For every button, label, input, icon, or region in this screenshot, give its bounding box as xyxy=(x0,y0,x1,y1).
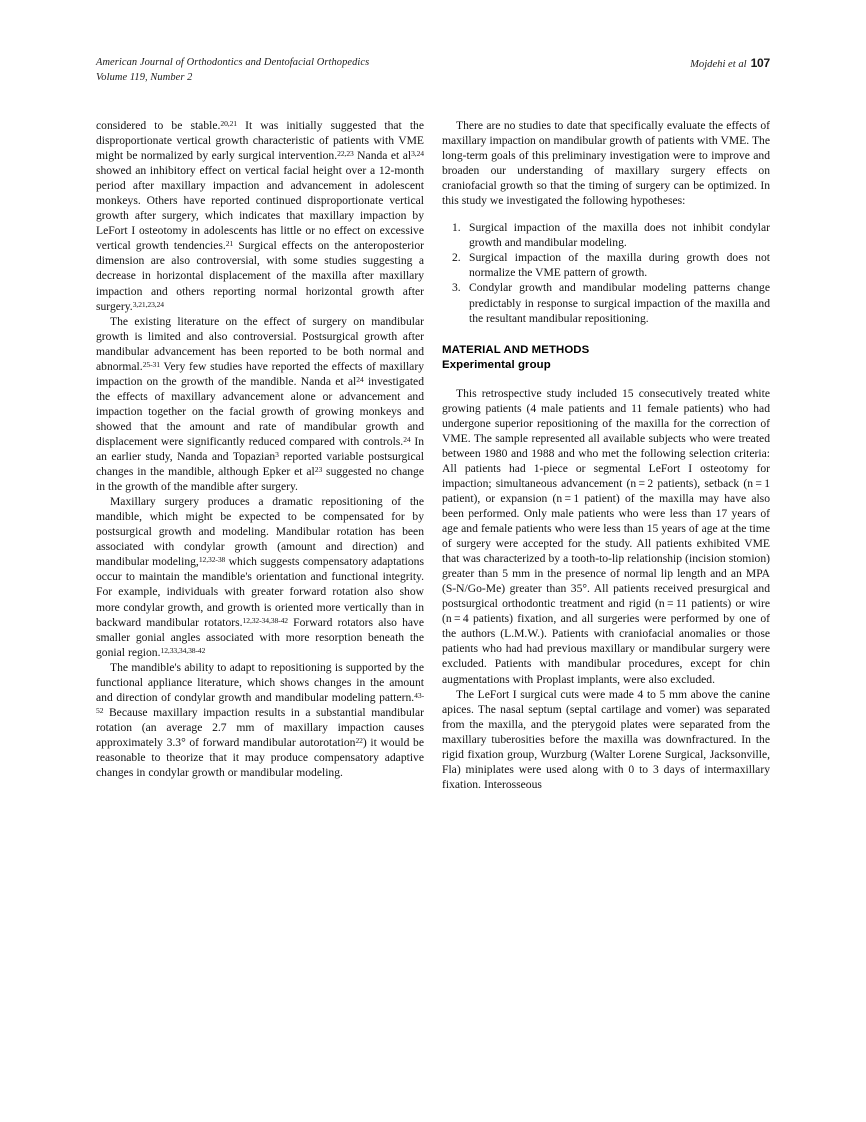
reference-superscript: 23 xyxy=(314,464,323,474)
reference-superscript: 24 xyxy=(403,434,411,444)
hypothesis-list xyxy=(442,220,770,325)
reference-superscript: 25-31 xyxy=(142,359,160,369)
reference-superscript: 24 xyxy=(356,374,364,384)
left-column xyxy=(96,118,424,1048)
reference-superscript: 43-52 xyxy=(96,690,424,715)
body-paragraph: Maxillary surgery produces a dramatic repositioning of the mandible, which might be expected to be compensated for by postsurgical growth and modeling. Mandibular rotation has been associated with condylar growth (amount and direction) and mandibular modeling,$^{12,32-38}$ which suggests compensatory adaptations occur to maintain the mandible's orientation and functional integrity. For example, individuals with greater forward rotation also show more condylar growth, and growth is oriented more vertically than in backward mandibular rotators.$^{12,32-34,38-42}$ Forward rotators also have smaller gonial angles associated with more resorption beneath the gonial region.$^{12,33,34,38-42}$ xyxy=(96,495,424,659)
running-head-left xyxy=(96,56,369,85)
reference-superscript: 22,23 xyxy=(337,148,354,158)
hypothesis-item: Surgical impaction of the maxilla during growth does not normalize the VME pattern of growth. xyxy=(469,251,770,280)
reference-superscript: 22 xyxy=(355,735,363,745)
body-paragraph: This retrospective study included 15 consecutively treated white growing patients (4 male patients and 11 female patients) who had undergone superior repositioning of the maxilla for the correction of VME. The sample represented all available subjects who were treated between 1980 and 1988 and who met the following selection criteria: All patients had 1-piece or segmental LeFort I osteotomy for impaction; simultaneous advancement (n = 2 patients), setback (n = 1 patient), or expansion (n = 1 patient) of the maxilla may have also been performed. Only male patients who were less than 17 years of age and female patients who were less than 15 years of age at the time of surgery were accepted for the study. All patients exhibited VME that was characterized by a tooth-to-lip relationship (incision stomion) greater than 5 mm in the presence of normal lip length and an MPA (S-N/Go-Me) greater than 35°. All patients received presurgical and postsurgical orthodontic treatment and rigid (n = 11 patients) or wire (n = 4 patients) fixation, and all surgeries were performed by one of the authors (L.M.W.). Patients with craniofacial anomalies or those patients who had had previous maxillary or mandibular surgery were excluded. Patients with mandibular procedures, except for chin augmentations with Proplast implants, were also excluded. xyxy=(442,386,770,686)
body-columns xyxy=(96,118,770,1048)
body-paragraph: The mandible's ability to adapt to repositioning is supported by the functional appliance literature, which shows changes in the amount and direction of condylar growth and mandibular modeling pattern.$^{43-52}$ Because maxillary impaction results in a substantial mandibular rotation (an average 2.7 mm of maxillary impaction causes approximately 3.3° of forward mandibular autorotation$^{22}$) it would be reasonable to theorize that it may produce compensatory adaptive changes in condylar growth or mandibular modeling. xyxy=(96,660,424,780)
reference-superscript: 3,24 xyxy=(411,148,424,158)
reference-superscript: 12,33,34,38-42 xyxy=(160,645,206,655)
body-paragraph: The existing literature on the effect of surgery on mandibular growth is limited and also controversial. Postsurgical growth after mandibular advancement has been reported to be both normal and abnormal.$^{25-31}$ Very few studies have reported the effects of maxillary impaction on the growth of the mandible. Nanda et $al^{24}$ investigated the effects of maxillary advancement alone or advancement and impaction together on the facial growth of growing monkeys and showed that the amount and rate of mandibular growth and displacement were significantly reduced compared with controls.$^{24}$ In an earlier study, Nanda and Topazian$^3$ reported variable postsurgical changes in the mandible, although Epker et $al^{23}$ suggested no change in the growth of the mandible after surgery. xyxy=(96,314,424,494)
volume-issue: Volume 119, Number 2 xyxy=(96,71,193,83)
reference-superscript: 3,21,23,24 xyxy=(132,299,164,309)
journal-title: American Journal of Orthodontics and Dentofacial Orthopedics xyxy=(96,57,370,68)
body-paragraph: The LeFort I surgical cuts were made 4 to 5 mm above the canine apices. The nasal septum (septal cartilage and vomer) was separated from the maxilla, and the pterygoid plates were separated from the maxillary tuberosities before the maxilla was downfractured. In the rigid fixation group, Wurzburg (Walter Lorene Surgical, Jacksonville, Fla) miniplates were used along with 0 to 3 days of intermaxillary fixation. Interosseous xyxy=(442,687,770,791)
body-paragraph: considered to be stable.$^{20,21}$ It was initially suggested that the disproportionate vertical growth characteristic of patients with VME might be normalized by early surgical intervention.$^{22,23}$ Nanda et al$^{3,24}$ showed an inhibitory effect on vertical facial height over a 12-month period after maxillary impaction and advancement in adolescent monkeys. Others have reported continued disproportionate vertical growth after surgery, which indicates that maxillary impaction by LeFort I osteotomy in adolescents has little or no effect on excessive vertical growth tendencies.$^{21}$ Surgical effects on the anteroposterior dimension are also controversial, with some studies suggesting a decrease in horizontal displacement of the maxilla after maxillary impaction and others reporting normal horizontal growth after surgery.$^{3,21,23,24}$ xyxy=(96,118,424,313)
reference-superscript: 12,32-38 xyxy=(198,555,226,565)
body-paragraph: There are no studies to date that specifically evaluate the effects of maxillary impaction on mandibular growth of patients with VME. The long-term goals of this preliminary investigation were to improve and broaden our understanding of maxillary surgery effects on craniofacial growth so that the timing of surgery can be optimized. In this study we investigated the following hypotheses: xyxy=(442,119,770,208)
reference-superscript: 12,32-34,38-42 xyxy=(242,615,288,625)
running-head xyxy=(96,56,770,92)
reference-superscript: 20,21 xyxy=(220,118,237,128)
section-heading: MATERIAL AND METHODS xyxy=(442,343,590,356)
article-authors: Mojdehi et al xyxy=(690,59,747,70)
subsection-heading: Experimental group xyxy=(442,358,551,371)
reference-superscript: 3 xyxy=(275,449,279,459)
hypothesis-item: Condylar growth and mandibular modeling patterns change predictably in response to surgical impaction of the maxilla and the resultant mandibular repositioning. xyxy=(469,281,770,325)
running-head-right xyxy=(690,56,770,73)
reference-superscript: 21 xyxy=(225,239,234,249)
right-column xyxy=(442,118,770,1048)
heading-spacer xyxy=(442,373,770,386)
hypothesis-item: Surgical impaction of the maxilla does not inhibit condylar growth and mandibular modeling. xyxy=(469,221,770,250)
page-number: 107 xyxy=(750,56,770,70)
